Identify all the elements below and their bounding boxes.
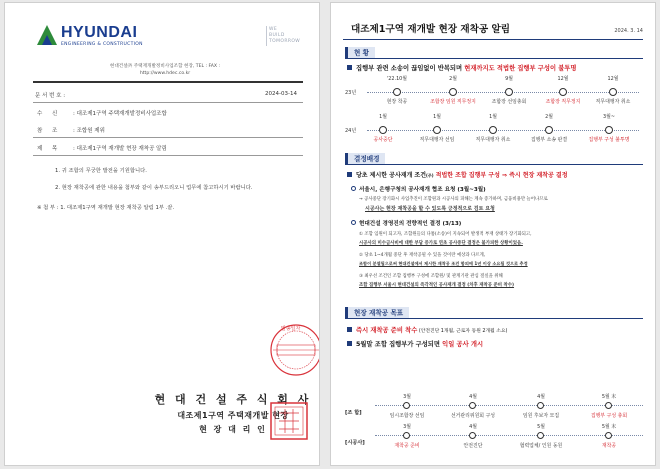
company-address: 현대건설㈜ 주택재개발정비사업조합 현장, TEL : FAX : http://www.hdec.co.kr bbox=[109, 64, 221, 76]
site-name: 대조제1구역 주택재개발 현장 bbox=[177, 411, 289, 420]
timeline-2024: 24년 1월 공사중단 1월 직무대행자 선임 1월 직무대행자 취소 2월 집행부 소송 판결 3월~ 집행부 구성 불투명 bbox=[345, 113, 645, 147]
builder-row-label: [시공사] bbox=[345, 440, 365, 446]
decision-detail: 조합 집행부 서울시 현대건설의 즉각적인 공사재개 결정 (차후 재착공 준비 착수) bbox=[359, 283, 515, 288]
attachment-line: ※ 첨 부 : 1. 대조제1구역 재개발 현장 재착공 알림 1부 .끝. bbox=[37, 205, 175, 211]
stamp-label: 발송일자 bbox=[281, 326, 301, 332]
section-goal: 현장 재착공 목표 bbox=[343, 307, 643, 319]
hyundai-logo-icon bbox=[37, 25, 57, 45]
notice-date: 2024. 3. 14 bbox=[614, 28, 643, 34]
goal-item: 즉시 재착공 준비 착수 (안전진단 1개월, 근로자 동원 2개월 소요) bbox=[347, 325, 507, 334]
body-paragraph: 1. 귀 조합의 무궁한 발전을 기원합니다. bbox=[55, 168, 147, 174]
official-letter-page: HYUNDAI ENGINEERING & CONSTRUCTION WE BUILD TOMORROW 현대건설㈜ 주택재개발정비사업조합 현장, TEL : FAX : http://www.hdec.co.kr 문 서 번 호 : 2024-03-14 수 신 : 대조제1구역 주택재개발정비사업조합 참 조 : 조합원 제위 제 목 : 대조제1구역 재개발 현장 재착공 알림 1. 귀 조합의 무궁한 발전을 기원합니다. 2. 현장 재착공에 관한 내용을 첨부와 같이 송부드리오니 업무에 참고하시기 바랍니다. ※ 첨 부 : 1. 대조제1구역 재개발 현장 재착공 알림 1부 .끝. 발송일자 현 대 건 설 주 식 회 사 대조제1구역 주택재개발 현장 현 장 대 리 인 bbox=[4, 2, 320, 466]
divider bbox=[33, 137, 303, 138]
document-date: 2024-03-14 bbox=[265, 91, 297, 97]
divider bbox=[33, 155, 303, 156]
divider bbox=[33, 102, 303, 103]
decision-detail: ③ 최우선 조건인 조합 집행부 구성에 조합원/ 및 관계기관 관심 절실을 위해 bbox=[359, 274, 503, 279]
site-agent: 현 장 대 리 인 bbox=[199, 425, 267, 434]
company-name: 현 대 건 설 주 식 회 사 bbox=[154, 393, 312, 406]
company-seal-icon bbox=[269, 401, 309, 441]
section-decision: 결정배경 bbox=[343, 153, 643, 165]
header-divider bbox=[33, 81, 303, 83]
decision-detail: ② 당초 1~4개월 중단 후 재착공될 수 있을 것이란 예상과 다르게, bbox=[359, 253, 486, 258]
decision-point-2: 현대건설 경영진의 전향적인 결정 (3/13) bbox=[351, 219, 461, 227]
slogan-divider bbox=[266, 26, 267, 46]
letterhead bbox=[37, 23, 307, 59]
union-row-label: [조 합] bbox=[345, 410, 362, 416]
goal-item: 5월말 조합 집행부가 구성되면 익일 공사 개시 bbox=[347, 339, 483, 348]
decision-detail: 조합이 분열될으로써 현대건설에서 제시한 재착공 조건 합의에 1년 이상 소요될 것으로 추정 bbox=[359, 261, 528, 266]
document-number-label: 문 서 번 호 : bbox=[35, 93, 66, 99]
body-paragraph: 2. 현장 재착공에 관한 내용을 첨부와 같이 송부드리오니 업무에 참고하시기 바랍니다. bbox=[55, 185, 253, 191]
title-divider bbox=[343, 39, 643, 40]
notice-page: 대조제1구역 재개발 현장 재착공 알림 2024. 3. 14 현 황 집행부 관련 소송이 끊임없이 반복되며 현재까지도 적법한 집행부 구성이 불투명 23년 '22.10월 현장 착공 2월 조합장 임원 직무정지 9월 조합장 선임총회 12월 조합장 직무정지 12월 직무대행자 취소 24년 1월 공사중단 1월 직무대행자 선임 1월 직무대행자 취소 2월 집행부 소송 판결 3월~ 집행부 구성 불투명 결정배경 당초 제시한 공사재개 조건(주) 적법한 조합 집행부 구성 ⇒ 즉시 현장 재착공 결정 서울시, 은행구청의 공사재개 협조 요청 (3월~3월) → 공사중단 장기화시 사업추진이 조합원과 시공사의 피해는 계속 증가하며, 금융비용만 늘어나므로 시공사는 현장 재착공을 할 수 있도록 긍정적으로 검토 요청 현대건설 경영진의 전향적인 결정 (3/13) ① 조합 임원이 되고자, 조합원들의 다툼(소송)이 지속되어 발생적 부재 상태가 장기화되고, 시공사의 미수금사비에 대한 부담 증가로 연초 공사중단 결정은 불가피한 상황이었음. ② 당초 1~4개월 중단 후 재착공될 수 있을 것이란 예상과 다르게, 조합이 분열될으로써 현대건설에서 제시한 재착공 조건 합의에 1년 이상 소요될 것으로 추정 ③ 최우선 조건인 조합 집행부 구성에 조합원/ 및 관계기관 관심 절실을 위해 조합 집행부 서울시 현대건설의 즉각적인 공사재개 결정 (차후 재착공 준비 착수) 현장 재착공 목표 즉시 재착공 준비 착수 (안전진단 1개월, 근로자 동원 2개월 소요) 5월말 조합 집행부가 구성되면 익일 공사 개시 [조 합] 3월 임시조합장 선임 4월 선거관리위원회 구성 4월 임원 후보자 모집 5월 末 집행부 구성 총회 [시공사] 3월 재착공 준비 4월 안전진단 5월 협력업체/ 인원 동원 5월 末 재착공 bbox=[330, 2, 656, 466]
timeline-2023: 23년 '22.10월 현장 착공 2월 조합장 임원 직무정지 9월 조합장 선임총회 12월 조합장 직무정지 12월 직무대행자 취소 bbox=[345, 75, 645, 109]
decision-detail: → 공사중단 장기화시 사업추진이 조합원과 시공사의 피해는 계속 증가하며, 금융비용만 늘어나므로 bbox=[359, 197, 548, 202]
builder-axis bbox=[375, 435, 643, 436]
brand-subtitle: ENGINEERING & CONSTRUCTION bbox=[61, 42, 143, 47]
decision-summary: 당초 제시한 공사재개 조건(주) 적법한 조합 집행부 구성 ⇒ 즉시 현장 재착공 결정 bbox=[347, 170, 568, 179]
decision-detail: 시공사는 현장 재착공을 할 수 있도록 긍정적으로 검토 요청 bbox=[365, 206, 495, 212]
brand-name: HYUNDAI bbox=[61, 24, 138, 41]
union-axis bbox=[375, 405, 643, 406]
section-status: 현 황 bbox=[343, 47, 643, 59]
decision-point-1: 서울시, 은행구청의 공사재개 협조 요청 (3월~3월) bbox=[351, 185, 486, 193]
decision-detail: ① 조합 임원이 되고자, 조합원들의 다툼(소송)이 지속되어 발생적 부재 상태가 장기화되고, bbox=[359, 232, 532, 237]
notice-title: 대조제1구역 재개발 현장 재착공 알림 bbox=[351, 24, 511, 35]
brand-slogan: WE BUILD TOMORROW bbox=[269, 27, 301, 44]
decision-detail: 시공사의 미수금사비에 대한 부담 증가로 연초 공사중단 결정은 불가피한 상황이었음. bbox=[359, 241, 523, 246]
status-summary: 집행부 관련 소송이 끊임없이 반복되며 현재까지도 적법한 집행부 구성이 불투명 bbox=[347, 63, 576, 72]
